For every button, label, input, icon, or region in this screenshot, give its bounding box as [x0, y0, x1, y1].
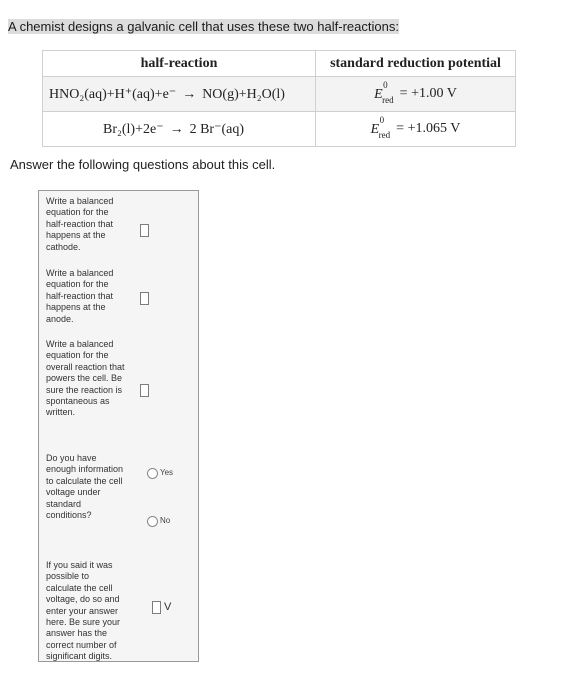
potential-2: [316, 112, 516, 147]
potential-value-1: = +1.00 V: [399, 86, 457, 102]
arrow-icon: →: [169, 121, 184, 137]
e-red-symbol: E 0 red: [370, 114, 391, 140]
no-radio[interactable]: [147, 516, 158, 527]
question-overall: Write a balanced equation for the overall reaction that powers the cell. Be sure the reaction is spontaneous as written.: [46, 339, 125, 418]
half-reaction-2: [43, 112, 316, 147]
half-reaction-table: [42, 50, 516, 147]
header-half-reaction: half-reaction: [43, 51, 316, 77]
arrow-icon: →: [182, 86, 197, 102]
question-cell-voltage: If you said it was possible to calculate the cell voltage, do so and enter your answer here. Be sure your answer has the correct number of significant digits.: [46, 560, 121, 662]
half-reaction-1: [43, 77, 316, 112]
question-cathode: Write a balanced equation for the half-reaction that happens at the cathode.: [46, 196, 114, 252]
e-red-symbol: E 0 red: [374, 79, 394, 105]
voltage-answer-input[interactable]: [152, 601, 161, 614]
question-enough-info: Do you have enough information to calculate the cell voltage under standard conditions?: [46, 453, 124, 521]
products-1: NO(g)+H₂O(l): [202, 86, 285, 102]
header-potential: standard reduction potential: [316, 51, 516, 77]
potential-value-2: = +1.065 V: [396, 121, 461, 137]
intro-text: A chemist designs a galvanic cell that uses these two half-reactions:: [8, 19, 399, 34]
yes-label: Yes: [160, 468, 174, 477]
no-label: No: [160, 516, 171, 525]
potential-1: [316, 77, 516, 112]
yes-radio[interactable]: [147, 468, 158, 479]
answer-prompt: Answer the following questions about this cell.: [10, 157, 276, 172]
reactants-2: Br₂(l)+2e⁻: [103, 121, 164, 137]
voltage-unit: V: [164, 601, 172, 613]
question-anode: Write a balanced equation for the half-reaction that happens at the anode.: [46, 268, 114, 324]
anode-answer-input[interactable]: [140, 292, 149, 305]
reactants-1: HNO₂(aq)+H⁺(aq)+e⁻: [49, 86, 177, 102]
products-2: 2 Br⁻(aq): [189, 121, 245, 137]
cathode-answer-input[interactable]: [140, 224, 149, 237]
overall-answer-input[interactable]: [140, 384, 149, 397]
